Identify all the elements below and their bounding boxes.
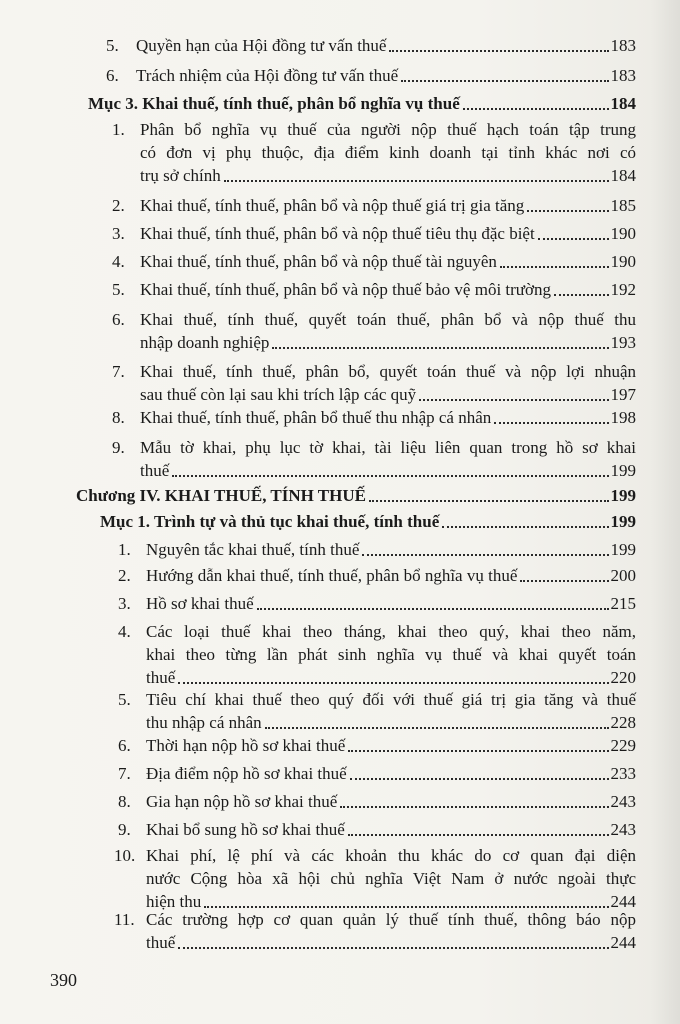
toc-entry-line: Các loại thuế khai theo tháng, khai theo quý, khai theo năm,	[146, 622, 636, 641]
toc-entry-page: 233	[610, 764, 636, 783]
toc-entry-line: Khai phí, lệ phí và các khoản thu khác do cơ quan đại diện	[146, 846, 636, 865]
toc-entry-line: nước Cộng hòa xã hội chủ nghĩa Việt Nam ở nước ngoài thực	[146, 869, 636, 888]
dot-leader	[350, 777, 609, 780]
toc-entry-page: 199	[610, 461, 636, 480]
toc-entry-page: 183	[610, 36, 636, 55]
dot-leader	[500, 265, 609, 268]
toc-entry-last-line	[140, 408, 636, 428]
toc-entry-last-line	[146, 713, 636, 733]
toc-entry-title: Khai bổ sung hồ sơ khai thuế	[146, 820, 345, 839]
toc-entry-title: Mục 1. Trình tự và thủ tục khai thuế, tính thuế	[100, 512, 440, 531]
toc-entry-number: 4.	[112, 252, 125, 271]
toc-entry-number: 5.	[118, 690, 131, 709]
toc-entry-line: có đơn vị phụ thuộc, địa điểm kinh doanh tại tỉnh khác nơi có	[140, 143, 636, 162]
toc-entry-number: 3.	[118, 594, 131, 613]
toc-entry-number: 1.	[118, 540, 131, 559]
toc-entry-body	[136, 66, 636, 86]
dot-leader	[224, 179, 609, 182]
toc-entry-title: sau thuế còn lại sau khi trích lập các quỹ	[140, 385, 417, 404]
toc-entry-number: 9.	[118, 820, 131, 839]
toc-entry-title: hiện thu	[146, 892, 202, 911]
toc-entry-title: Trách nhiệm của Hội đồng tư vấn thuế	[136, 66, 399, 85]
dot-leader	[272, 346, 608, 349]
toc-entry-number: 8.	[112, 408, 125, 427]
toc-entry-title: thuế	[146, 933, 176, 952]
dot-leader	[389, 49, 608, 52]
toc-entry-body	[140, 310, 636, 353]
toc-entry-body	[140, 120, 636, 186]
dot-leader	[172, 474, 608, 477]
toc-entry-last-line	[136, 36, 636, 56]
toc-entry-body	[146, 736, 636, 756]
toc-entry-page: 193	[610, 333, 636, 352]
toc-entry-title: thuế	[146, 668, 176, 687]
toc-entry-title: Mục 3. Khai thuế, tính thuế, phân bổ nghĩa vụ thuế	[88, 94, 460, 113]
toc-entry-line: Khai thuế, tính thuế, phân bổ, quyết toán thuế và nộp lợi nhuận	[140, 362, 636, 381]
toc-entry-last-line	[140, 166, 636, 186]
toc-entry-body	[136, 36, 636, 56]
toc-entry-number: 7.	[118, 764, 131, 783]
toc-entry-title: nhập doanh nghiệp	[140, 333, 270, 352]
dot-leader	[419, 398, 608, 401]
toc-entry-number: 2.	[112, 196, 125, 215]
toc-entry-page: 184	[610, 94, 636, 113]
toc-entry-last-line	[140, 196, 636, 216]
toc-entry-page: 197	[610, 385, 636, 404]
toc-entry-number: 1.	[112, 120, 125, 139]
toc-entry-body	[140, 224, 636, 244]
toc-entry-page: 190	[610, 224, 636, 243]
toc-entry-title: Khai thuế, tính thuế, phân bổ và nộp thuế tài nguyên	[140, 252, 497, 271]
toc-entry-title: Khai thuế, tính thuế, phân bổ và nộp thuế bảo vệ môi trường	[140, 280, 552, 299]
toc-entry-last-line	[146, 594, 636, 614]
toc-entry-page: 198	[610, 408, 636, 427]
dot-leader	[178, 946, 608, 949]
toc-entry-page: 228	[610, 713, 636, 732]
page-edge-shadow	[650, 0, 680, 1024]
toc-entry-title: trụ sở chính	[140, 166, 221, 185]
toc-entry-last-line	[146, 792, 636, 812]
toc-entry-title: Khai thuế, tính thuế, phân bổ và nộp thuế giá trị gia tăng	[140, 196, 525, 215]
toc-entry-body	[146, 566, 636, 586]
toc-entry-last-line	[136, 66, 636, 86]
toc-entry-last-line	[146, 820, 636, 840]
toc-entry-body	[146, 910, 636, 953]
toc-entry-last-line	[146, 764, 636, 784]
dot-leader	[348, 749, 608, 752]
toc-entry-number: 3.	[112, 224, 125, 243]
toc-entry-page: 244	[610, 933, 636, 952]
toc-entry-line: Tiêu chí khai thuế theo quý đối với thuế giá trị gia tăng và thuế	[146, 690, 636, 709]
toc-entry-last-line	[146, 892, 636, 912]
dot-leader	[401, 79, 608, 82]
toc-entry-body	[146, 764, 636, 784]
toc-entry-body	[146, 820, 636, 840]
toc-entry-number: 6.	[118, 736, 131, 755]
dot-leader	[257, 607, 609, 610]
dot-leader	[442, 525, 608, 528]
dot-leader	[538, 237, 609, 240]
toc-entry-page: 184	[610, 166, 636, 185]
dot-leader	[369, 499, 609, 502]
toc-entry-line: Phân bổ nghĩa vụ thuế của người nộp thuế hạch toán tập trung	[140, 120, 636, 139]
toc-entry-number: 4.	[118, 622, 131, 641]
toc-entry-last-line	[140, 280, 636, 300]
toc-entry-last-line	[76, 486, 636, 506]
toc-entry-last-line	[146, 566, 636, 586]
dot-leader	[204, 905, 608, 908]
toc-entry-number: 9.	[112, 438, 125, 457]
toc-entry-title: Nguyên tắc khai thuế, tính thuế	[146, 540, 360, 559]
toc-entry-page: 199	[610, 540, 636, 559]
toc-entry-title: Khai thuế, tính thuế, phân bổ và nộp thuế tiêu thụ đặc biệt	[140, 224, 535, 243]
toc-entry-last-line	[146, 736, 636, 756]
toc-entry-page: 200	[610, 566, 636, 585]
page-number: 390	[50, 970, 77, 990]
toc-entry-number: 2.	[118, 566, 131, 585]
toc-entry-number: 7.	[112, 362, 125, 381]
toc-entry-body	[146, 622, 636, 688]
toc-entry-number: 11.	[114, 910, 135, 929]
toc-entry-title: Địa điểm nộp hồ sơ khai thuế	[146, 764, 347, 783]
toc-entry-page: 229	[610, 736, 636, 755]
dot-leader	[463, 107, 609, 110]
toc-entry-number: 5.	[112, 280, 125, 299]
toc-entry-line: Mẫu tờ khai, phụ lục tờ khai, tài liệu liên quan trong hồ sơ khai	[140, 438, 636, 457]
toc-entry-page: 185	[610, 196, 636, 215]
toc-entry-page: 243	[610, 820, 636, 839]
toc-entry-title: Hồ sơ khai thuế	[146, 594, 254, 613]
toc-entry-body	[76, 486, 636, 506]
toc-entry-page: 243	[610, 792, 636, 811]
toc-entry-page: 220	[610, 668, 636, 687]
dot-leader	[494, 421, 608, 424]
toc-entry-last-line	[88, 94, 636, 114]
dot-leader	[520, 579, 608, 582]
toc-entry-last-line	[100, 512, 636, 532]
toc-entry-title: Gia hạn nộp hồ sơ khai thuế	[146, 792, 338, 811]
toc-entry-body	[140, 196, 636, 216]
toc-entry-last-line	[140, 333, 636, 353]
toc-entry-number: 10.	[114, 846, 136, 865]
dot-leader	[178, 681, 608, 684]
toc-entry-line: Các trường hợp cơ quan quản lý thuế tính thuế, thông báo nộp	[146, 910, 636, 929]
dot-leader	[348, 833, 609, 836]
toc-entry-title: thu nhập cá nhân	[146, 713, 262, 732]
toc-entry-page: 192	[610, 280, 636, 299]
toc-entry-title: thuế	[140, 461, 170, 480]
dot-leader	[554, 293, 608, 296]
toc-entry-title: Chương IV. KHAI THUẾ, TÍNH THUẾ	[76, 486, 366, 505]
dot-leader	[265, 726, 609, 729]
toc-entry-page: 199	[610, 486, 636, 505]
toc-entry-title: Khai thuế, tính thuế, phân bổ thuế thu nhập cá nhân	[140, 408, 492, 427]
toc-entry-last-line	[146, 540, 636, 560]
toc-entry-number: 8.	[118, 792, 131, 811]
toc-entry-last-line	[146, 668, 636, 688]
toc-entry-page: 190	[610, 252, 636, 271]
toc-entry-last-line	[140, 224, 636, 244]
toc-entry-page: 215	[610, 594, 636, 613]
toc-entry-title: Hướng dẫn khai thuế, tính thuế, phân bổ nghĩa vụ thuế	[146, 566, 518, 585]
toc-entry-body	[88, 94, 636, 114]
toc-entry-body	[140, 408, 636, 428]
dot-leader	[362, 553, 608, 556]
toc-entry-last-line	[140, 385, 636, 405]
toc-entry-line: Khai thuế, tính thuế, quyết toán thuế, phân bổ và nộp thuế thu	[140, 310, 636, 329]
toc-entry-body	[146, 792, 636, 812]
toc-entry-page: 183	[610, 66, 636, 85]
dot-leader	[340, 805, 608, 808]
toc-entry-body	[140, 438, 636, 481]
toc-entry-body	[146, 540, 636, 560]
toc-entry-last-line	[140, 252, 636, 272]
toc-entry-title: Quyền hạn của Hội đồng tư vấn thuế	[136, 36, 387, 55]
toc-entry-body	[140, 252, 636, 272]
toc-entry-body	[146, 594, 636, 614]
toc-entry-page: 199	[610, 512, 636, 531]
toc-entry-body	[146, 846, 636, 912]
toc-entry-last-line	[140, 461, 636, 481]
toc-entry-page: 244	[610, 892, 636, 911]
toc-entry-number: 5.	[106, 36, 119, 55]
toc-entry-body	[100, 512, 636, 532]
toc-entry-body	[140, 362, 636, 405]
toc-entry-number: 6.	[112, 310, 125, 329]
toc-entry-body	[146, 690, 636, 733]
toc-entry-last-line	[146, 933, 636, 953]
dot-leader	[527, 209, 608, 212]
toc-entry-body	[140, 280, 636, 300]
toc-entry-title: Thời hạn nộp hồ sơ khai thuế	[146, 736, 346, 755]
toc-entry-number: 6.	[106, 66, 119, 85]
toc-entry-line: khai theo từng lần phát sinh nghĩa vụ thuế và khai quyết toán	[146, 645, 636, 664]
